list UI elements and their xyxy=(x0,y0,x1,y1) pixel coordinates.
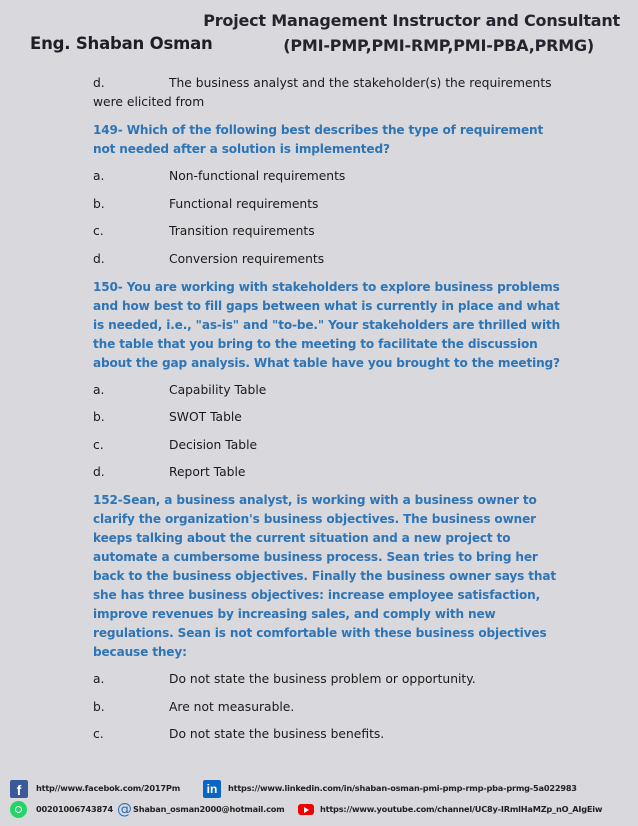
at-icon: @ xyxy=(117,800,132,818)
option-text: Are not measurable. xyxy=(169,699,295,714)
option-letter: d. xyxy=(93,76,105,90)
option-letter: d. xyxy=(93,465,105,479)
option-text: Transition requirements xyxy=(169,224,315,238)
title-line-1: Project Management Instructor and Consultant xyxy=(203,11,620,30)
option-continuation: were elicited from xyxy=(93,95,205,109)
list-item xyxy=(93,222,563,250)
youtube-link[interactable]: https://www.youtube.com/channel/UC8y-IRmlHaMZp_nO_AIgEiw xyxy=(320,804,603,814)
facebook-icon[interactable]: f xyxy=(10,780,28,798)
question-150: 150- You are working with stakeholders to explore business problems and how best to fill gaps between what is currently in place and what is needed, i.e., "as-is" and "to-be." Your stakeholders are thrilled with the table that you bring to the meeting to facilitate the discussion about the gap analysis. What table have you brought to the meeting? xyxy=(93,279,561,370)
list-item xyxy=(93,195,563,223)
phone-number[interactable]: 00201006743874 xyxy=(36,804,113,814)
list-item xyxy=(93,698,563,726)
option-letter: b. xyxy=(93,410,105,424)
option-text: Decision Table xyxy=(169,437,258,452)
document-body xyxy=(93,74,563,753)
list-item xyxy=(93,74,563,93)
page-footer xyxy=(0,766,638,826)
list-item xyxy=(93,408,563,436)
whatsapp-icon[interactable] xyxy=(10,801,27,818)
list-item xyxy=(93,463,563,482)
author-name: Eng. Shaban Osman xyxy=(30,34,213,53)
option-letter: c. xyxy=(93,437,104,452)
option-text: Do not state the business benefits. xyxy=(169,727,385,741)
youtube-icon[interactable] xyxy=(298,804,314,815)
option-letter: a. xyxy=(93,382,105,397)
list-item xyxy=(93,436,563,464)
option-text: Report Table xyxy=(169,465,246,479)
list-item xyxy=(93,250,563,269)
option-text: Do not state the business problem or opportunity. xyxy=(169,672,476,686)
option-letter: c. xyxy=(93,727,104,741)
title-line-2: (PMI-PMP,PMI-RMP,PMI-PBA,PRMG) xyxy=(283,36,594,55)
list-item xyxy=(93,725,563,753)
option-letter: a. xyxy=(93,169,105,183)
option-text: Conversion requirements xyxy=(169,251,325,266)
option-text: Capability Table xyxy=(169,382,267,397)
email-link[interactable]: Shaban_osman2000@hotmail.com xyxy=(133,804,285,814)
linkedin-icon[interactable]: in xyxy=(203,780,221,798)
option-letter: c. xyxy=(93,224,104,238)
list-item xyxy=(93,167,563,195)
option-letter: b. xyxy=(93,196,105,211)
option-text: Non-functional requirements xyxy=(169,169,346,183)
question-152: 152-Sean, a business analyst, is working with a business owner to clarify the organization's business objectives. The business owner keeps talking about the current situation and a new project to automate a cumbersome business process. Sean tries to bring her back to the business objectives. Finally the business owner says that she has three business objectives: increase employee satisfaction, improve revenues by increasing sales, and comply with new regulations. Sean is not comfortable with these business objectives because they: xyxy=(93,493,556,659)
list-item xyxy=(93,381,563,409)
option-letter: d. xyxy=(93,251,105,266)
linkedin-link[interactable]: https://www.linkedin.com/in/shaban-osman-pmi-pmp-rmp-pba-prmg-5a022983 xyxy=(228,783,577,793)
list-item xyxy=(93,670,563,698)
option-text: SWOT Table xyxy=(169,410,242,424)
option-text: Functional requirements xyxy=(169,196,319,211)
facebook-link[interactable]: http//www.facebok.com/2017Pm xyxy=(36,783,181,793)
option-letter: a. xyxy=(93,672,105,686)
option-text: The business analyst and the stakeholder(s) the requirements xyxy=(169,76,552,90)
option-letter: b. xyxy=(93,699,105,714)
question-149: 149- Which of the following best describes the type of requirement not needed after a solution is implemented? xyxy=(93,123,544,156)
page-header xyxy=(0,0,638,62)
